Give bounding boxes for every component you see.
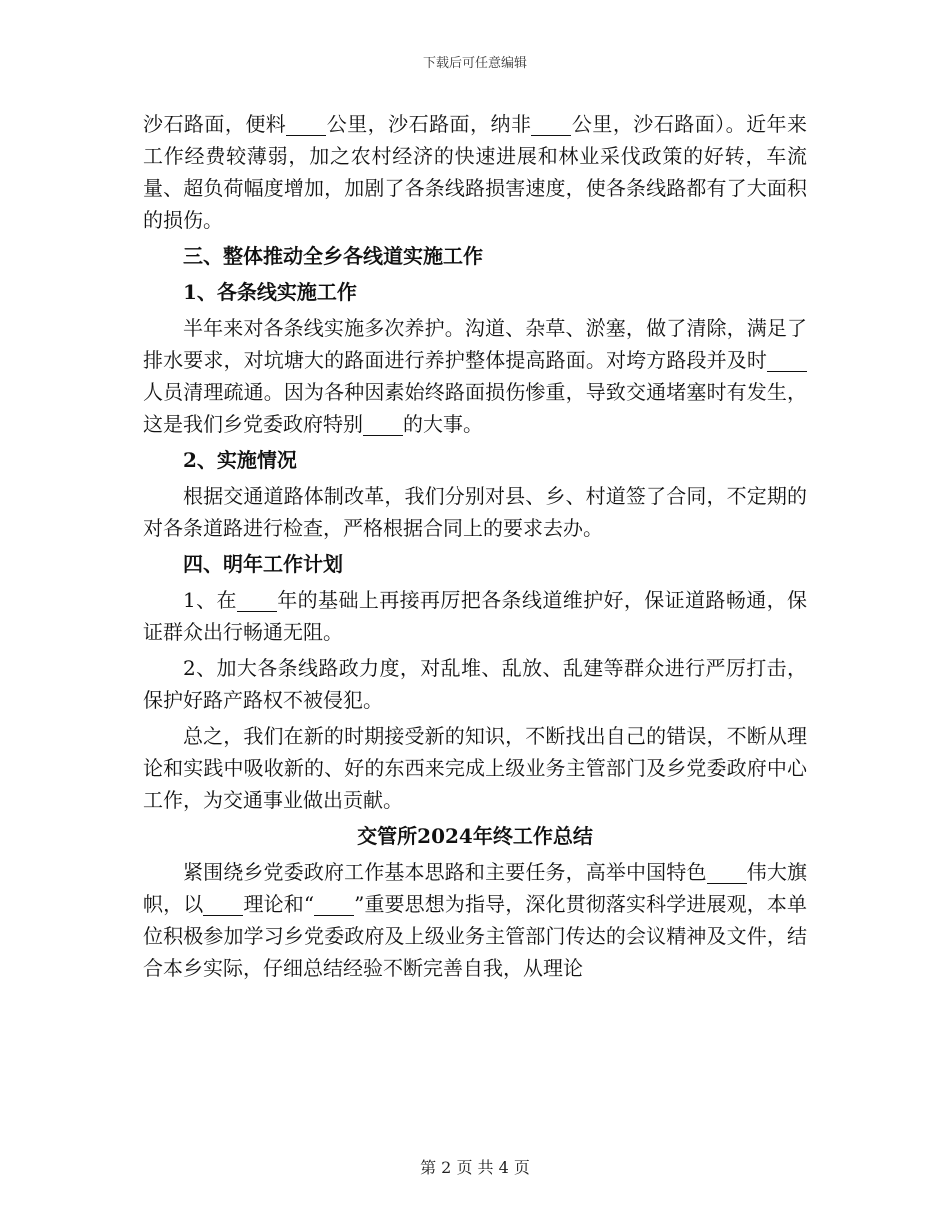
text-segment: 的大事。 [403, 412, 483, 436]
section-heading [143, 444, 807, 476]
text-segment: 1、各条线实施工作 [183, 280, 357, 304]
fill-in-blank [707, 862, 747, 884]
text-segment: 四、明年工作计划 [183, 552, 343, 576]
text-segment: 2、加大各条线路政力度，对乱堆、乱放、乱建等群众进行严厉打击，保护好路产路权不被侵犯。 [143, 656, 807, 712]
section-heading [143, 276, 807, 308]
text-segment: 交管所2024年终工作总结 [357, 824, 593, 848]
text-segment: 2、实施情况 [183, 448, 297, 472]
paragraph [143, 108, 807, 236]
text-segment: 1、在 [183, 588, 237, 612]
fill-in-blank [531, 114, 571, 136]
document-body [143, 108, 807, 988]
fill-in-blank [363, 414, 403, 436]
page-footer: 第 2 页 共 4 页 [420, 1158, 530, 1177]
section-heading [143, 240, 807, 272]
paragraph [143, 856, 807, 984]
text-segment: 沙石路面，便料 [143, 112, 287, 136]
text-segment: 理论和“ [243, 892, 315, 916]
paragraph [143, 652, 807, 716]
fill-in-blank [767, 350, 807, 372]
fill-in-blank [203, 894, 243, 916]
text-segment: 三、整体推动全乡各线道实施工作 [183, 244, 483, 268]
text-segment: 伟大旗帜，以 [143, 860, 808, 916]
text-segment: 根据交通道路体制改革，我们分别对县、乡、村道签了合同，不定期的对各条道路进行检查，严格根据合同上的要求去办。 [143, 484, 807, 540]
fill-in-blank [314, 894, 354, 916]
paragraph [143, 584, 807, 648]
fill-in-blank [237, 590, 277, 612]
text-segment: 总之，我们在新的时期接受新的知识，不断找出自己的错误，不断从理论和实践中吸收新的、好的东西来完成上级业务主管部门及乡党委政府中心工作，为交通事业做出贡献。 [143, 724, 807, 812]
text-segment: 公里，沙石路面，纳非 [326, 112, 532, 136]
document-title [143, 820, 807, 852]
section-heading [143, 548, 807, 580]
text-segment: 公里，沙石路面）。近年来工作经费较薄弱，加之农村经济的快速进展和林业采伐政策的好转，车流量、超负荷幅度增加，加剧了各条线路损害速度，使各条线路都有了大面积的损伤。 [143, 112, 808, 232]
paragraph [143, 480, 807, 544]
text-segment: 年的基础上再接再厉把各条线道维护好，保证道路畅通，保证群众出行畅通无阻。 [143, 588, 807, 644]
page-header: 下载后可任意编辑 [422, 56, 527, 71]
text-segment: 半年来对各条线实施多次养护。沟道、杂草、淤塞，做了清除，满足了排水要求，对坑塘大的路面进行养护整体提高路面。对垮方路段并及时 [143, 316, 807, 372]
text-segment: 紧围绕乡党委政府工作基本思路和主要任务，高举中国特色 [183, 860, 707, 884]
paragraph [143, 312, 807, 440]
text-segment: ”重要思想为指导，深化贯彻落实科学进展观，本单位积极参加学习乡党委政府及上级业务主管部门传达的会议精神及文件，结合本乡实际，仔细总结经验不断完善自我，从理论 [143, 892, 807, 980]
fill-in-blank [286, 114, 326, 136]
paragraph [143, 720, 807, 816]
text-segment: 人员清理疏通。因为各种因素始终路面损伤惨重，导致交通堵塞时有发生，这是我们乡党委政府特别 [143, 380, 807, 436]
